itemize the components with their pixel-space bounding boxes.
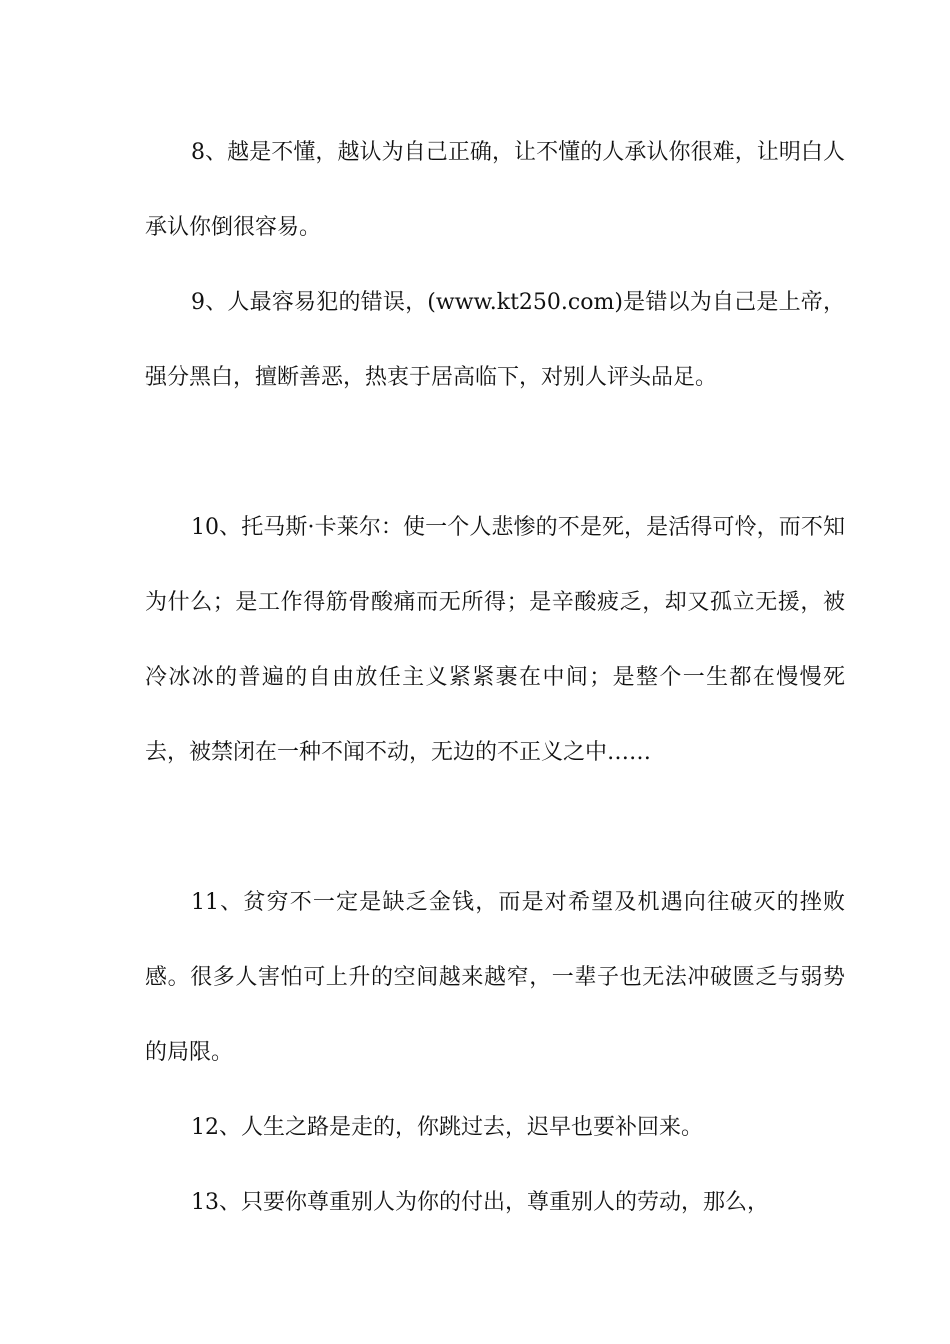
paragraph-8: 8、越是不懂，越认为自己正确，让不懂的人承认你很难，让明白人承认你倒很容易。 (145, 140, 845, 240)
paragraph-12: 12、人生之路是走的，你跳过去，迟早也要补回来。 (191, 1115, 703, 1140)
paragraph-10: 10、托马斯·卡莱尔：使一个人悲惨的不是死，是活得可怜，而不知为什么；是工作得筋骨酸痛而无所得；是辛酸疲乏，却又孤立无援，被冷冰冰的普遍的自由放任主义紧紧裹在中间；是整个一生都在慢慢死去，被禁闭在一种不闻不动，无边的不正义之中…… (145, 515, 845, 765)
paragraph-11: 11、贫穷不一定是缺乏金钱，而是对希望及机遇向往破灭的挫败感。很多人害怕可上升的空间越来越窄，一辈子也无法冲破匮乏与弱势的局限。 (145, 890, 845, 1065)
paragraph-13: 13、只要你尊重别人为你的付出，尊重别人的劳动，那么， (191, 1190, 769, 1215)
paragraph-9: 9、人最容易犯的错误，(www.kt250.com)是错以为自己是上帝，强分黑白，擅断善恶，热衷于居高临下，对别人评头品足。 (145, 290, 845, 390)
